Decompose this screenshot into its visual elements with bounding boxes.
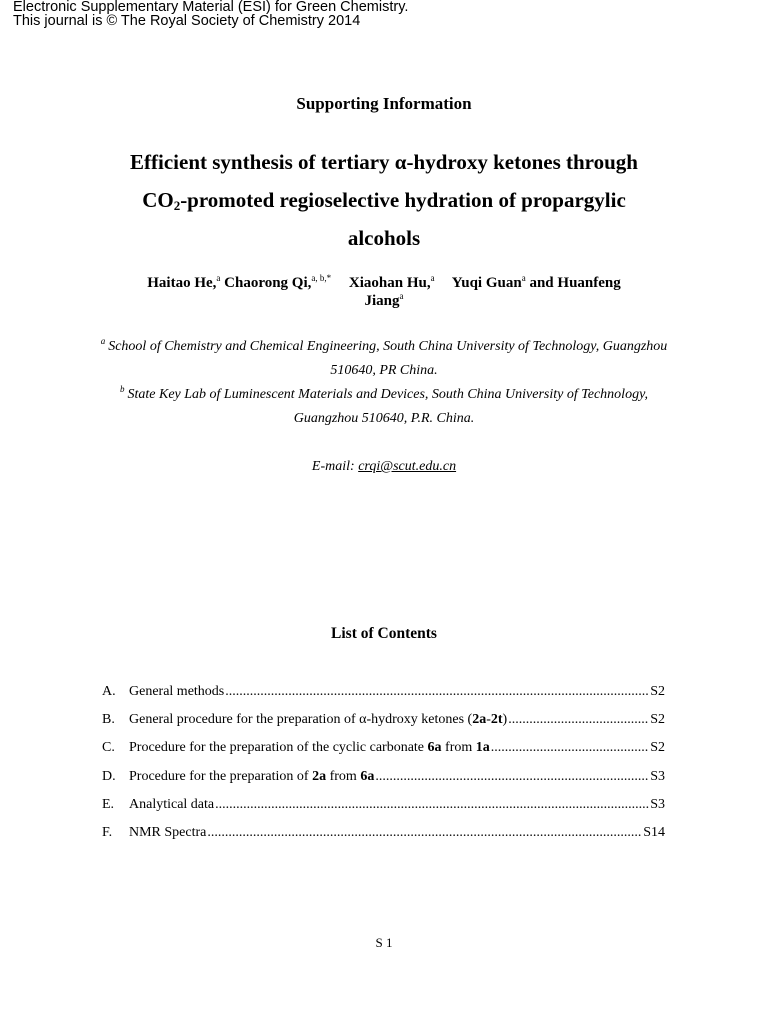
author-name: Haitao He, [147,275,217,291]
page-number: S 1 [375,935,393,950]
author-name: Jiang [364,293,400,309]
toc-entry-text: Procedure for the preparation of [129,768,313,784]
toc-entry-text: Analytical data [129,796,215,812]
toc-entry-title [129,823,206,843]
toc-entry-letter: D. [102,768,116,784]
supporting-information-label: Supporting Information [296,94,472,113]
toc-entry-text: ) [502,712,508,728]
dot-leader [375,767,649,787]
toc-entry-text: - [486,712,491,728]
toc-entry-letter: F. [102,824,113,840]
author-affiliation-mark: a [216,273,221,283]
title-line-2-rest: -promoted regioselective hydration of propargylic [180,188,626,212]
author [224,275,331,291]
journal-header-line-1: Electronic Supplementary Material (ESI) for Green Chemistry. [13,0,409,15]
affiliation-mark: b [119,384,125,394]
journal-header-line-2: This journal is © The Royal Society of Chemistry 2014 [13,13,361,29]
author-affiliation-mark: a, b,* [311,273,332,283]
compound-number: 1a [475,740,490,756]
toc-entry-title [129,682,224,702]
table-of-contents [102,682,665,851]
toc-entry-page: S2 [650,684,665,699]
toc-entry-text: General procedure for the preparation of α-hydroxy ketones ( [129,712,473,728]
toc-entry [102,795,665,823]
toc-entry [102,682,665,710]
toc-entry-page: S3 [650,768,665,784]
compound-number: 2a [472,712,487,728]
toc-entry-title [129,767,374,787]
author-affiliation-mark: a [521,273,526,283]
affiliation [96,335,672,383]
title-line-1: Efficient synthesis of tertiary α-hydroxy ketones through [130,150,638,174]
compound-number: 2t [490,712,503,728]
toc-entry-letter: B. [102,712,115,728]
contents-heading: List of Contents [331,625,437,642]
toc-entry [102,710,665,738]
contact-email [0,457,768,477]
dot-leader [225,682,649,702]
toc-entry [102,823,665,851]
dot-leader [508,710,649,730]
toc-entry-text: Procedure for the preparation of the cyclic carbonate [129,740,428,756]
author-list [100,274,668,310]
toc-entry-title [129,738,490,758]
compound-number: 2a [312,768,327,784]
toc-entry [102,767,665,795]
affiliation-mark: a [100,336,106,346]
author-name: Yuqi Guan [451,275,522,291]
email-link[interactable]: crqi@scut.edu.cn [358,459,457,474]
author [364,293,403,309]
toc-entry-text: General methods [129,684,225,699]
toc-entry-title [129,795,214,815]
title-co: CO [142,188,174,212]
toc-entry-text: NMR Spectra [129,824,207,840]
toc-entry-letter: E. [102,796,115,812]
author-affiliation-mark: a [399,291,404,301]
author-conjunction: and Huanfeng [525,275,621,291]
author [147,275,220,291]
affiliation-text: School of Chemistry and Chemical Engineering, South China University of Technology, Guangzhou 510640, PR China. [108,339,668,378]
affiliation [96,383,672,431]
toc-entry-page: S2 [650,712,665,728]
affiliations [96,335,672,431]
toc-entry-page: S3 [650,796,665,812]
toc-entry-title [129,710,507,730]
title-line-2 [96,181,672,219]
journal-header [13,0,408,28]
author-affiliation-mark: a [430,273,435,283]
title-subscript: 2 [173,198,181,213]
dot-leader [491,738,649,758]
toc-entry-page: S2 [650,740,665,756]
author [349,275,435,291]
paper-title [96,143,672,257]
compound-number: 6a [427,740,442,756]
toc-entry-text: from [441,740,476,756]
affiliation-text: State Key Lab of Luminescent Materials and Devices, South China University of Technology, Guangzhou 510640, P.R. China. [127,387,649,426]
dot-leader [215,795,649,815]
author-name: Xiaohan Hu, [348,275,431,291]
toc-entry-text: from [326,768,361,784]
toc-entry-letter: C. [102,740,115,756]
author [452,275,621,291]
toc-entry-letter: A. [102,684,116,699]
email-label: E-mail: [311,459,359,474]
author-name: Chaorong Qi, [224,275,312,291]
title-line-3: alcohols [347,226,421,250]
toc-entry-page: S14 [643,824,665,840]
compound-number: 6a [360,768,375,784]
dot-leader [207,823,642,843]
toc-entry [102,738,665,766]
